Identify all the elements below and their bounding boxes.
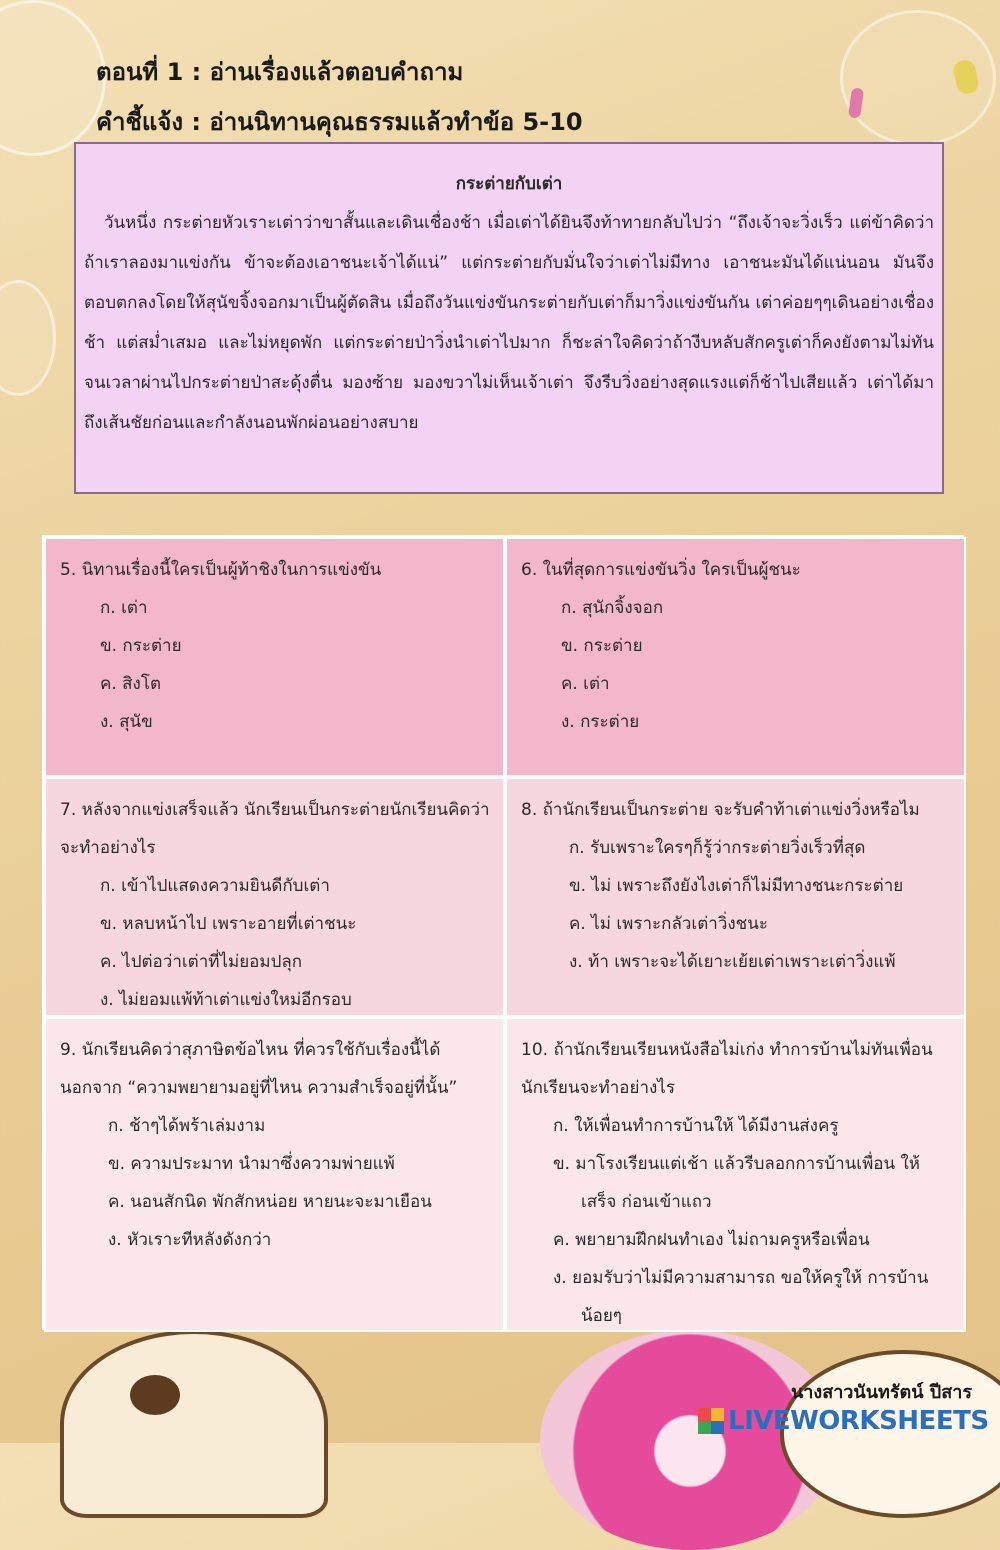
question-card-7 — [44, 777, 505, 1017]
liveworksheets-watermark — [698, 1404, 989, 1438]
answer-option[interactable]: ก. ให้เพื่อนทำการบ้านให้ ได้มีงานส่งครู — [553, 1116, 839, 1136]
author-name: นางสาวนันทรัตน์ ปีสาร — [791, 1382, 972, 1403]
question-text: 9. นักเรียนคิดว่าสุภาษิตข้อไหน ที่ควรใช้กับเรื่องนี้ได้นอกจาก “ความพยายามอยู่ที่ไหน ความสำเร็จอยู่ที่นั้น” — [60, 1040, 458, 1098]
story-box — [74, 142, 944, 494]
decorative-bubble — [0, 0, 106, 156]
question-card-9 — [44, 1017, 505, 1332]
decorative-bear — [60, 1330, 328, 1518]
answer-option[interactable]: ข. ไม่ เพราะถึงยังไงเต่าก็ไม่มีทางชนะกระต่าย — [569, 876, 904, 896]
question-text: 6. ในที่สุดการแข่งขันวิ่ง ใครเป็นผู้ชนะ — [521, 560, 801, 580]
answer-option[interactable]: ก. สุนักจิ้งจอก — [561, 598, 664, 618]
answer-option[interactable]: ข. กระต่าย — [100, 636, 182, 656]
answer-option[interactable]: ข. กระต่าย — [561, 636, 643, 656]
answer-option[interactable]: ข. มาโรงเรียนแต่เช้า แล้วรีบลอกการบ้านเพื่อน ให้เสร็จ ก่อนเข้าแถว — [553, 1154, 921, 1212]
answer-option[interactable]: ค. สิงโต — [100, 674, 162, 694]
question-grid — [42, 535, 964, 1330]
answer-option[interactable]: ก. เข้าไปแสดงความยินดีกับเต่า — [100, 876, 330, 896]
watermark-text: LIVEWORKSHEETS — [728, 1406, 989, 1436]
answer-option[interactable]: ง. สุนัข — [100, 712, 153, 732]
story-title: กระต่ายกับเต่า — [455, 174, 563, 194]
question-card-8 — [505, 777, 966, 1017]
answer-option[interactable]: ข. หลบหน้าไป เพราะอายที่เต่าชนะ — [100, 914, 357, 934]
answer-option[interactable]: ก. เต่า — [100, 598, 148, 618]
answer-option[interactable]: ค. ไปต่อว่าเต่าที่ไม่ยอมปลุก — [100, 952, 303, 972]
question-card-5 — [44, 537, 505, 777]
question-text: 8. ถ้านักเรียนเป็นกระต่าย จะรับคำท้าเต่าแข่งวิ่งหรือไม — [521, 800, 920, 820]
answer-option[interactable]: ข. ความประมาท นำมาซึ่งความพ่ายแพ้ — [108, 1154, 395, 1174]
answer-option[interactable]: ง. กระต่าย — [561, 712, 640, 732]
answer-option[interactable]: ง. ไม่ยอมแพ้ท้าเต่าแข่งใหม่อีกรอบ — [100, 990, 352, 1010]
story-text: วันหนึ่ง กระต่ายหัวเราะเต่าว่าขาสั้นและเดินเชื่องช้า เมื่อเต่าได้ยินจึงท้าทายกลับไปว่า “ถึงเจ้าจะวิ่งเร็ว แต่ข้าคิดว่าถ้าเราลองมาแข่งกัน ข้าจะต้องเอาชนะเจ้าได้แน่” แต่กระต่ายกับมั่นใจว่าเต่าไม่มีทาง เอาชนะมันได้แน่นอน มันจึงตอบตกลงโดยให้สุนัขจิ้งจอกมาเป็นผู้ตัดสิน เมื่อถึงวันแข่งขันกระต่ายกับเต่าก็มาวิ่งแข่งขันกัน เต่าค่อยๆๆเดินอย่างเชื่องช้า แต่สม่ำเสมอ และไม่หยุดพัก แต่กระต่ายป่าวิ่งนำเต่าไปมาก ก็ชะล่าใจคิดว่าถ้างีบหลับสักครูเต่าก็คงยังตามไม่ทัน จนเวลาผ่านไปกระต่ายป่าสะดุ้งตื่น มองซ้าย มองขวาไม่เห็นเจ้าเต่า จึงรีบวิ่งอย่างสุดแรงแต่ก็ช้าไปเสียแล้ว เต่าได้มาถึงเส้นชัยก่อนและกำลังนอนพักผ่อนอย่างสบาย — [84, 213, 934, 433]
answer-option[interactable]: ง. ท้า เพราะจะได้เยาะเย้ยเต่าเพราะเต่าวิ่งแพ้ — [569, 952, 896, 972]
question-card-10 — [505, 1017, 966, 1332]
answer-option[interactable]: ค. เต่า — [561, 674, 610, 694]
answer-option[interactable]: ค. นอนสักนิด พักสักหน่อย หายนะจะมาเยือน — [108, 1192, 432, 1212]
answer-option[interactable]: ค. พยายามฝึกฝนทำเอง ไม่ถามครูหรือเพื่อน — [553, 1230, 870, 1250]
answer-option[interactable]: ก. รับเพราะใครๆก็รู้ว่ากระต่ายวิ่งเร็วที่สุด — [569, 838, 866, 858]
answer-option[interactable]: ง. ยอมรับว่าไม่มีความสามารถ ขอให้ครูให้ การบ้านน้อยๆ — [553, 1268, 929, 1326]
decorative-bear-nose — [130, 1375, 180, 1415]
question-text: 7. หลังจากแข่งเสร็จแล้ว นักเรียนเป็นกระต่ายนักเรียนคิดว่าจะทำอย่างไร — [60, 800, 490, 858]
question-text: 5. นิทานเรื่องนี้ใครเป็นผู้ท้าชิงในการแข่งขัน — [60, 560, 382, 580]
decorative-bubble — [0, 280, 56, 396]
part-heading: ตอนที่ 1 : อ่านเรื่องแล้วตอบคำถาม — [96, 58, 464, 86]
liveworksheets-logo-icon — [698, 1408, 724, 1434]
question-text: 10. ถ้านักเรียนเรียนหนังสือไม่เก่ง ทำการบ้านไม่ทันเพื่อน นักเรียนจะทำอย่างไร — [521, 1040, 933, 1098]
instruction-heading: คำชี้แจ้ง : อ่านนิทานคุณธรรมแล้วทำข้อ 5-10 — [96, 108, 583, 136]
question-card-6 — [505, 537, 966, 777]
answer-option[interactable]: ก. ช้าๆได้พร้าเล่มงาม — [108, 1116, 266, 1136]
answer-option[interactable]: ค. ไม่ เพราะกลัวเต่าวิ่งชนะ — [569, 914, 768, 934]
answer-option[interactable]: ง. หัวเราะทีหลังดังกว่า — [108, 1230, 272, 1250]
